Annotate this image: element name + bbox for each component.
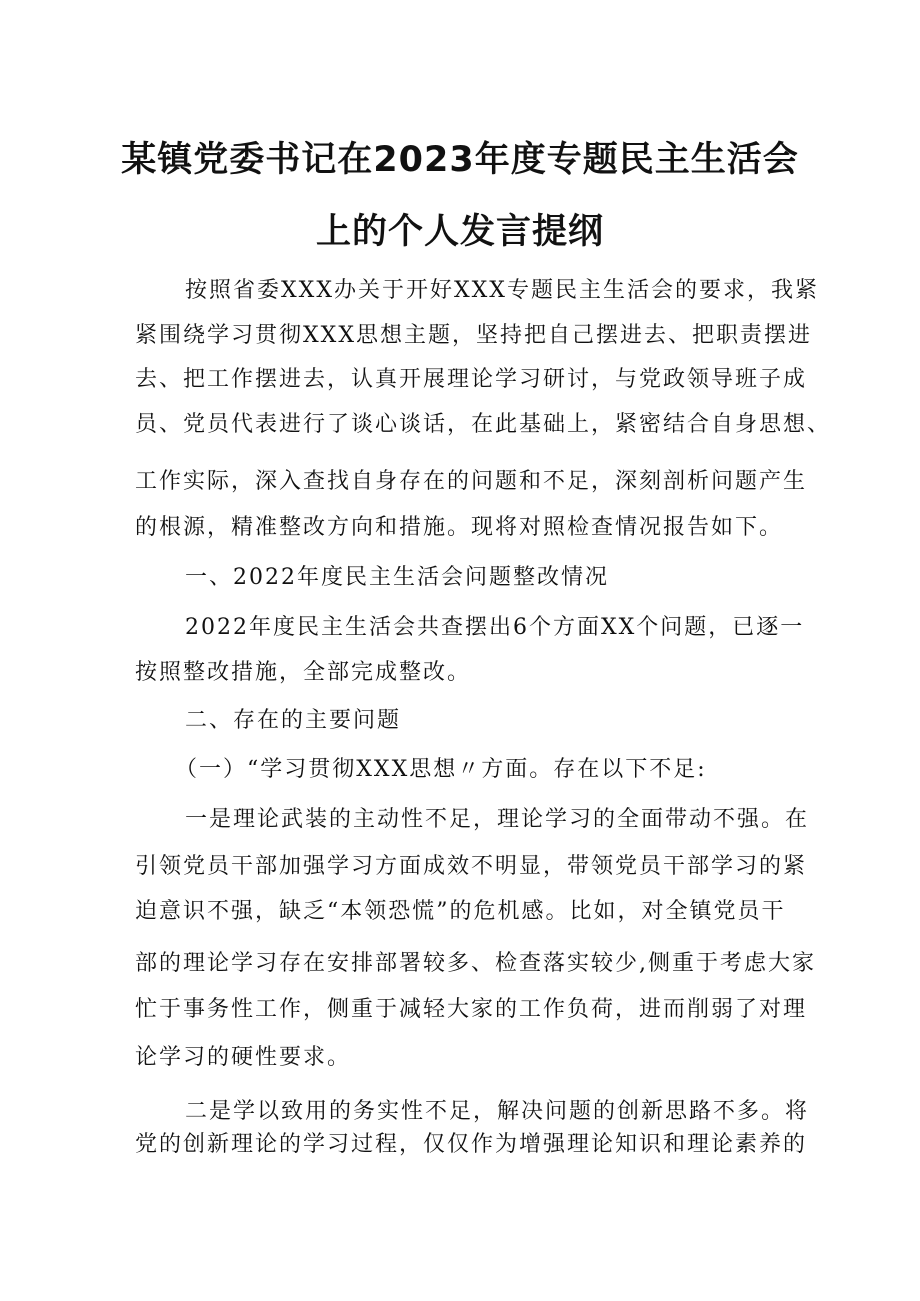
section-heading: 二、存在的主要问题 [185,708,402,733]
subsection-heading: （一）“学习贯彻XXX思想〃方面。存在以下不足: [175,757,707,782]
paragraph-line: 忙于事务性工作，侧重于减轻大家的工作负荷，进而削弱了对理 [135,997,808,1022]
paragraph-line: 引领党员干部加强学习方面成效不明显，带领党员干部学习的紧 [135,854,808,879]
paragraph-line: 紧围绕学习贯彻XXX思想主题，坚持把自己摆进去、把职责摆进 [135,323,812,348]
paragraph-line: 党的创新理论的学习过程，仅仅作为增强理论知识和理论素养的 [135,1132,808,1157]
section-heading: 一、2022年度民主生活会问题整改情况 [185,565,609,590]
paragraph-line: 迫意识不强，缺乏“本领恐慌”的危机感。比如，对全镇党员干 [135,899,786,924]
document-title-line-1: 某镇党委书记在2023年度专题民主生活会 [121,140,799,180]
paragraph-line: 的根源，精准整改方向和措施。现将对照检查情况报告如下。 [135,515,784,540]
paragraph-line: 部的理论学习存在安排部署较多、检查落实较少,侧重于考虑大家 [135,951,816,976]
paragraph-line: 2022年度民主生活会共查摆出6个方面XX个问题，已逐一 [185,615,805,640]
paragraph-line: 工作实际，深入查找自身存在的问题和不足，深刻剖析问题产生 [135,469,808,494]
paragraph-line: 按照整改措施，全部完成整改。 [135,660,472,685]
paragraph-line: 去、把工作摆进去，认真开展理论学习研讨，与党政领导班子成 [135,367,808,392]
paragraph-line: 员、党员代表进行了谈心谈话，在此基础上，紧密结合自身思想、 [135,412,832,437]
document-title-line-2: 上的个人发言提纲 [315,212,604,252]
paragraph-line: 一是理论武装的主动性不足，理论学习的全面带动不强。在 [185,807,810,832]
paragraph-line: 二是学以致用的务实性不足，解决问题的创新思路不多。将 [185,1099,810,1124]
paragraph-line: 按照省委XXX办关于开好XXX专题民主生活会的要求，我紧 [185,278,819,303]
paragraph-line: 论学习的硬性要求。 [135,1045,352,1070]
